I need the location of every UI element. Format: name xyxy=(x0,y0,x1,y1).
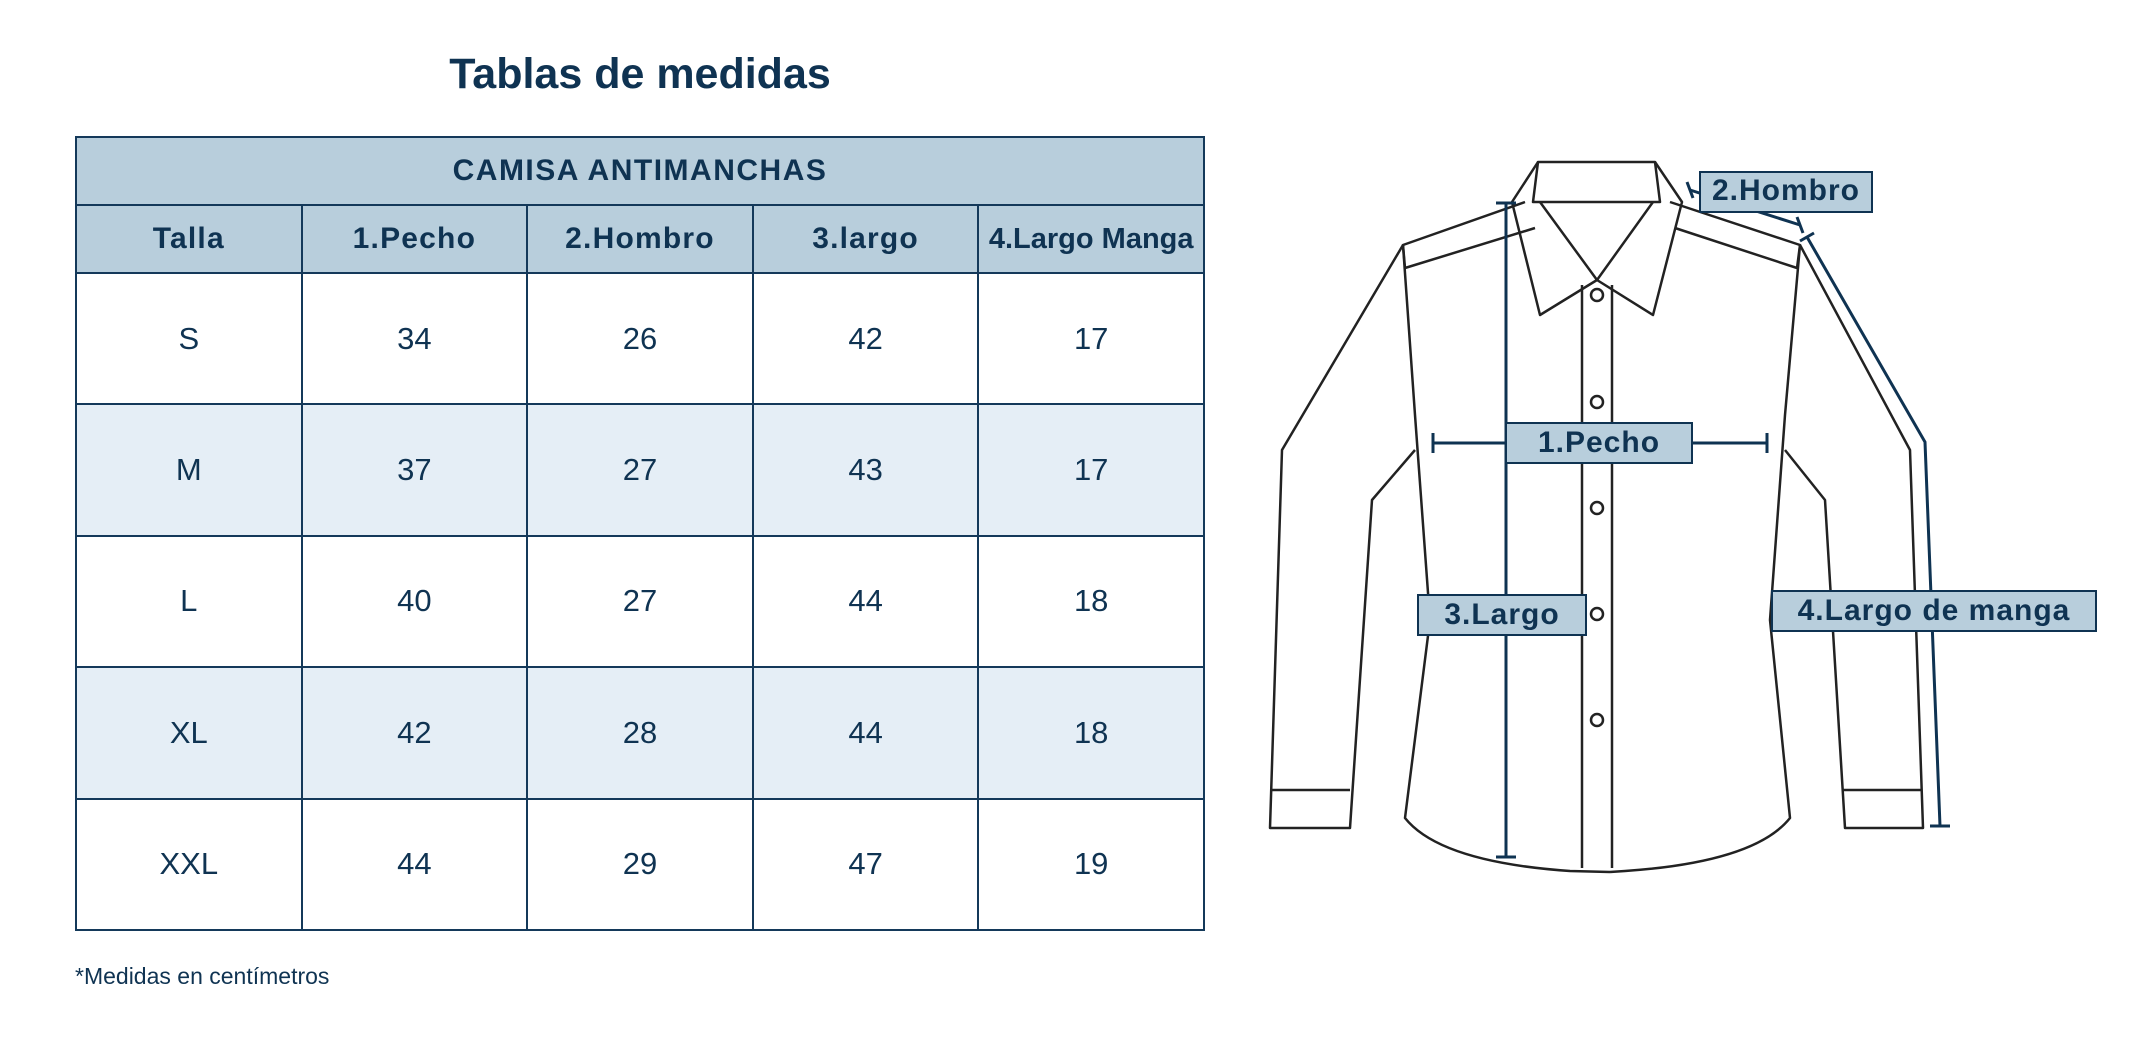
table-cell: 17 xyxy=(978,404,1204,535)
table-cell: 26 xyxy=(527,273,753,404)
column-header-pecho: 1.Pecho xyxy=(302,205,528,273)
table-cell: 47 xyxy=(753,799,979,930)
table-cell: 27 xyxy=(527,404,753,535)
label-largo: 3.Largo xyxy=(1444,598,1560,631)
label-hombro: 2.Hombro xyxy=(1711,174,1861,207)
table-row xyxy=(76,667,1204,798)
table-cell: M xyxy=(76,404,302,535)
column-header-largo: 3.largo xyxy=(753,205,979,273)
table-cell: 37 xyxy=(302,404,528,535)
table-cell: 27 xyxy=(527,536,753,667)
footnote: *Medidas en centímetros xyxy=(75,963,330,989)
table-cell: 19 xyxy=(978,799,1204,930)
table-cell: 43 xyxy=(753,404,979,535)
shirt-buttons xyxy=(1591,289,1603,726)
table-row xyxy=(76,536,1204,667)
table-cell: 34 xyxy=(302,273,528,404)
table-cell: 18 xyxy=(978,536,1204,667)
table-cell: 29 xyxy=(527,799,753,930)
table-cell: S xyxy=(76,273,302,404)
table-cell: 42 xyxy=(302,667,528,798)
table-row xyxy=(76,799,1204,930)
measure-lines xyxy=(1433,182,1950,857)
table-row xyxy=(76,404,1204,535)
shirt-diagram xyxy=(1260,130,2120,890)
table-banner: CAMISA ANTIMANCHAS xyxy=(76,137,1204,205)
table-row xyxy=(76,273,1204,404)
table-cell: 44 xyxy=(753,536,979,667)
size-table xyxy=(75,136,1205,931)
table-cell: XXL xyxy=(76,799,302,930)
table-cell: 42 xyxy=(753,273,979,404)
table-cell: 17 xyxy=(978,273,1204,404)
table-cell: 18 xyxy=(978,667,1204,798)
label-pecho: 1.Pecho xyxy=(1537,426,1661,459)
column-header-largo-manga: 4.Largo Manga xyxy=(978,205,1204,273)
table-cell: 40 xyxy=(302,536,528,667)
column-header-hombro: 2.Hombro xyxy=(527,205,753,273)
column-header-talla: Talla xyxy=(76,205,302,273)
measure-labels xyxy=(1418,172,2096,635)
table-cell: 44 xyxy=(302,799,528,930)
page-title: Tablas de medidas xyxy=(449,50,831,98)
table-cell: XL xyxy=(76,667,302,798)
table-cell: 44 xyxy=(753,667,979,798)
table-cell: L xyxy=(76,536,302,667)
table-header-row xyxy=(76,205,1204,273)
label-largo-manga: 4.Largo de manga xyxy=(1797,594,2071,627)
table-cell: 28 xyxy=(527,667,753,798)
